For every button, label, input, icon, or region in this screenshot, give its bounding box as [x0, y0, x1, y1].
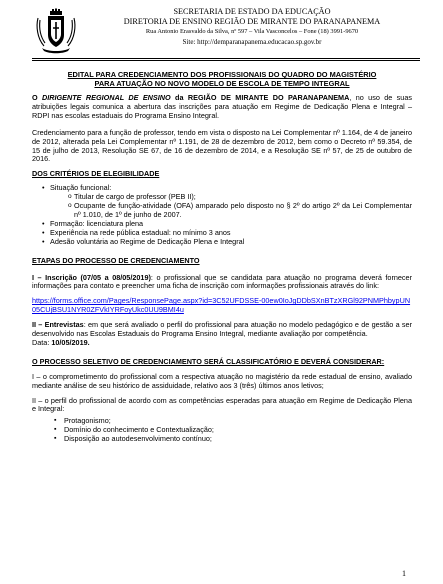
competency-item: ▪ Disposição ao autodesenvolvimento contínuo; [54, 435, 412, 444]
interview-date [32, 339, 412, 348]
letterhead [92, 7, 412, 47]
intro-role: DIRIGENTE REGIONAL DE ENSINO [42, 93, 171, 102]
stage-registration-text: : o profissional que se candidata para atuação no programa deverá fornecer informações para contato e preencher uma ficha de inscrição com informações profissionais através do link: [32, 272, 412, 291]
header-divider-top [32, 58, 420, 59]
selection-item-2: II – o perfil do profissional de acordo com as competências esperadas para atuação em Regime de Dedicação Plena e Integral: [32, 395, 412, 414]
stage-interviews-label: II – Entrevistas [32, 320, 84, 330]
letterhead-site: Site: http://demparanapanema.educacao.sp.gov.br [182, 38, 322, 46]
competencies-list [32, 417, 412, 444]
registration-form-link[interactable]: https://forms.office.com/Pages/ResponsePage.aspx?id=3C52UFDSSE-00ew0IoJgDDbSXnBTzXRGl92PNMPhbypUN05CUjBSU1NYR0ZFVkIYRFoyUkc0UU9BMI4u [32, 296, 411, 315]
competency-item: ▪ Domínio do conhecimento e Contextualização; [54, 426, 412, 435]
stage-interviews-text: : em que será avaliado o perfil do profissional para atuação no modelo pedagógico e de gestão a ser desenvolvido nas Escolas Estaduais do Programa Ensino Integral, mediante avaliação por competência. [32, 320, 412, 339]
criteria-heading: DOS CRITÉRIOS DE ELEGIBILIDADE [32, 169, 160, 179]
functional-situation-item: o Titular de cargo de professor (PEB II); [68, 193, 412, 202]
page-number: 1 [402, 569, 406, 578]
edital-body [32, 70, 412, 444]
letterhead-directorate: DIRETORIA DE ENSINO REGIÃO DE MIRANTE DO PARANAPANEMA [123, 17, 381, 26]
functional-situation-item: o Ocupante de função-atividade (OFA) amparado pelo disposto no § 2º do artigo 2º da Lei Complementar nº 1.010, de 1º de junho de 2007. [68, 202, 412, 220]
intro-rest: , no uso de suas atribuições legais comunica a abertura das inscrições para atuação em Regime de Dedicação Plena e Integral – RDPI nas escolas estaduais do Programa Ensino Integral. [32, 93, 412, 120]
intro-region: da REGIÃO DE MIRANTE DO PARANAPANEMA [170, 93, 350, 102]
stages-heading: ETAPAS DO PROCESSO DE CREDENCIAMENTO [32, 255, 200, 265]
interview-date-label: Data: [32, 337, 52, 347]
competency-item: ▪ Protagonismo; [54, 417, 412, 426]
header-divider-bottom [32, 60, 420, 61]
intro-paragraph [32, 94, 412, 121]
criteria-item [42, 184, 412, 220]
criteria-item: • Formação: licenciatura plena [42, 220, 412, 229]
letterhead-secretariat: SECRETARIA DE ESTADO DA EDUCAÇÃO [173, 7, 331, 16]
letterhead-address: Rua Antonio Erasvaldo da Silva, nº 597 – Vila Vasconcelos – Fone (18) 3991-9670 [145, 28, 359, 35]
legal-basis-paragraph: Credenciamento para a função de professor, tendo em vista o disposto na Lei Complementar nº 1.164, de 4 de janeiro de 2012, alterada pela Lei Complementar nº 1.191, de 28 de dezembro de 2012, bem como o Decreto nº 59.354, de 15 de julho de 2013, Resolução SE 67, de 16 de dezembro de 2014, e a Resolução SE nº 57, de 25 de outubro de 2016. [32, 127, 412, 164]
stage-interviews [32, 321, 412, 339]
edital-title-line-1: EDITAL PARA CREDENCIAMENTO DOS PROFISSIONAIS DO QUADRO DO MAGISTÉRIO [67, 70, 377, 79]
selection-item-1: I – o comprometimento do profissional com a respectiva atuação no magistério da rede estadual de ensino, avaliado mediante análise de seu histórico de assiduidade, relativo aos 3 (três) últimos anos letivos; [32, 371, 412, 390]
interview-date-value: 10/05/2019. [51, 337, 90, 347]
criteria-item: • Adesão voluntária ao Regime de Dedicação Plena e Integral [42, 238, 412, 247]
selection-heading: O PROCESSO SELETIVO DE CREDENCIAMENTO SERÁ CLASSIFICATÓRIO E DEVERÁ CONSIDERAR: [32, 356, 385, 366]
criteria-list [32, 184, 412, 246]
criteria-item: • Experiência na rede pública estadual: no mínimo 3 anos [42, 229, 412, 238]
intro-lead: O [32, 93, 43, 102]
edital-title [32, 70, 412, 88]
edital-title-line-2: PARA ATUAÇÃO NO NOVO MODELO DE ESCOLA DE TEMPO INTEGRAL [94, 79, 350, 88]
criteria-item-label: Situação funcional: [50, 183, 112, 193]
functional-situation-list [50, 193, 412, 220]
sao-paulo-coat-of-arms [34, 8, 78, 54]
stage-registration [32, 274, 412, 292]
stage-registration-label: I – Inscrição (07/05 a 08/05/2019) [32, 272, 151, 282]
